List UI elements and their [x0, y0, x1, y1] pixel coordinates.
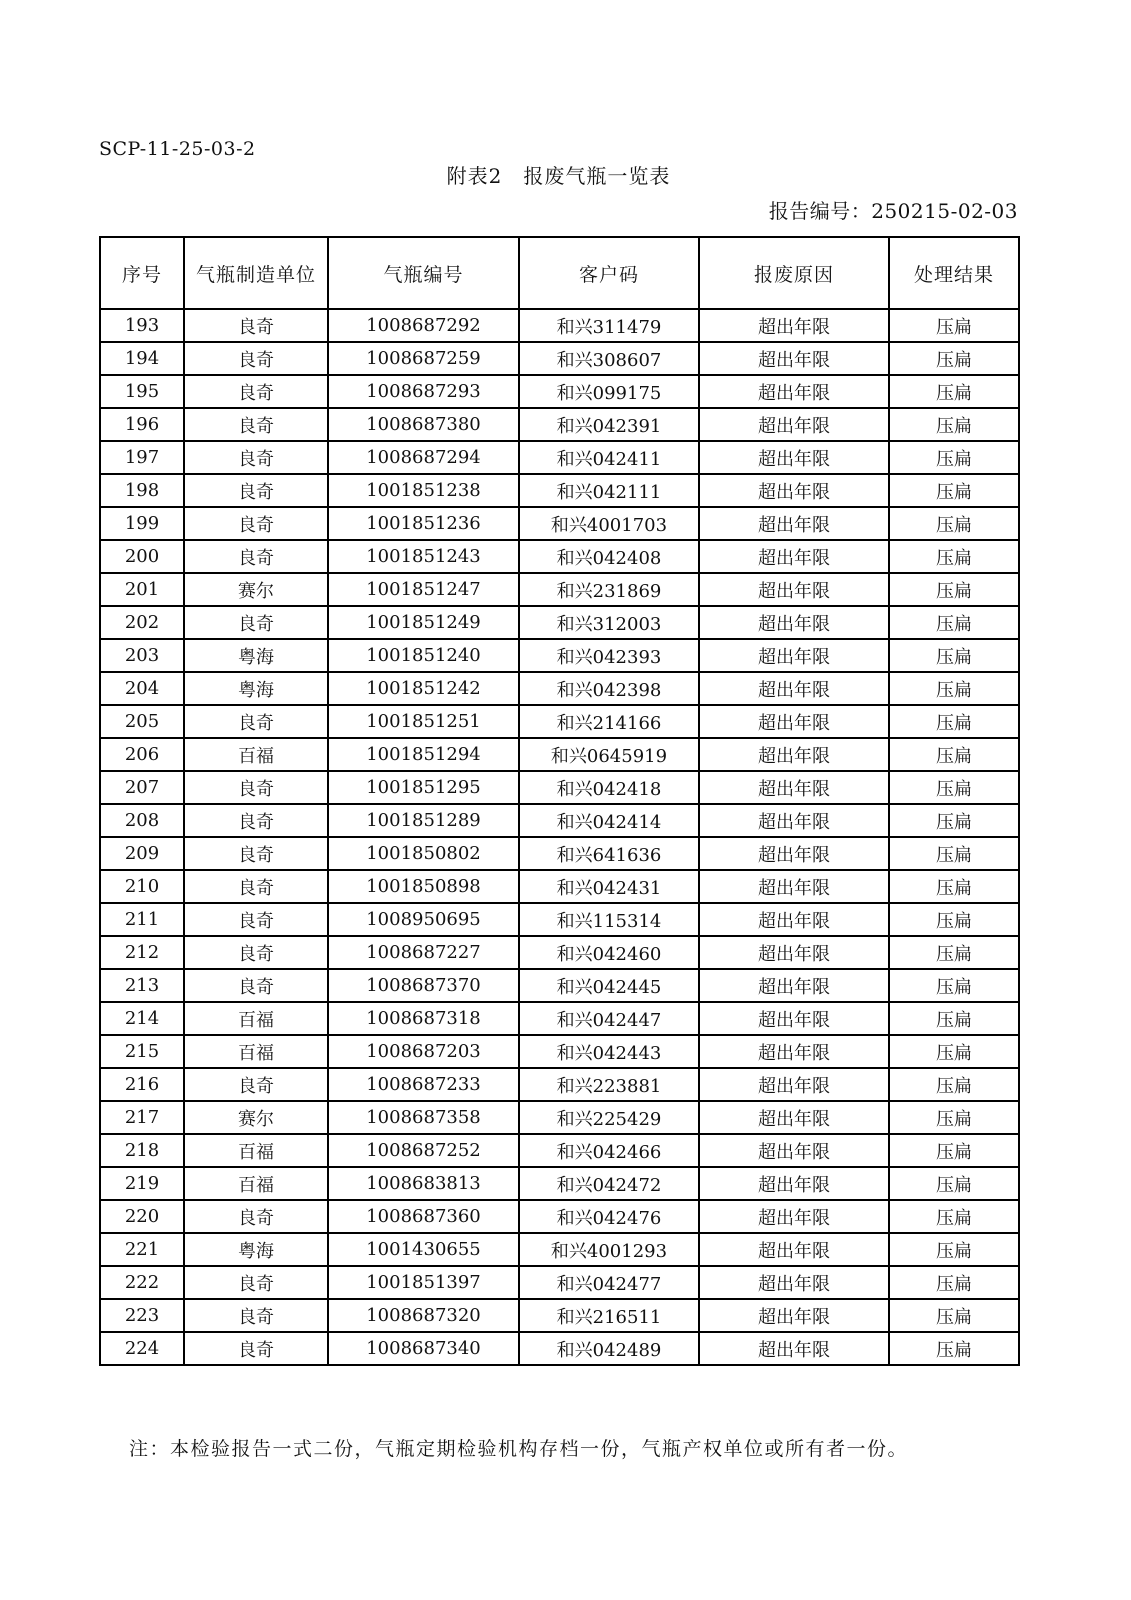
table-cell: 和兴311479: [519, 309, 699, 342]
table-cell: 209: [100, 837, 184, 870]
table-cell: 超出年限: [699, 870, 889, 903]
table-row: [100, 540, 1019, 573]
table-cell: 良奇: [184, 936, 328, 969]
table-row: [100, 606, 1019, 639]
table-cell: 1008687294: [328, 441, 519, 474]
table-row: [100, 1002, 1019, 1035]
table-cell: 压扁: [889, 606, 1019, 639]
table-cell: 压扁: [889, 342, 1019, 375]
table-cell: 1001430655: [328, 1233, 519, 1266]
table-cell: 超出年限: [699, 771, 889, 804]
table-cell: 1001851236: [328, 507, 519, 540]
table-row: [100, 1299, 1019, 1332]
table-cell: 和兴042466: [519, 1134, 699, 1167]
table-cell: 超出年限: [699, 1101, 889, 1134]
table-cell: 压扁: [889, 1101, 1019, 1134]
table-cell: 1008687360: [328, 1200, 519, 1233]
table-cell: 218: [100, 1134, 184, 1167]
table-cell: 压扁: [889, 573, 1019, 606]
table-cell: 良奇: [184, 705, 328, 738]
table-cell: 194: [100, 342, 184, 375]
table-cell: 222: [100, 1266, 184, 1299]
table-cell: 压扁: [889, 540, 1019, 573]
table-cell: 1001851247: [328, 573, 519, 606]
table-cell: 1001851295: [328, 771, 519, 804]
table-cell: 和兴042411: [519, 441, 699, 474]
table-cell: 和兴042443: [519, 1035, 699, 1068]
table-row: [100, 771, 1019, 804]
table-cell: 和兴042472: [519, 1167, 699, 1200]
table-cell: 超出年限: [699, 705, 889, 738]
table-cell: 良奇: [184, 540, 328, 573]
table-cell: 良奇: [184, 441, 328, 474]
table-cell: 195: [100, 375, 184, 408]
table-row: [100, 573, 1019, 606]
document-code: SCP-11-25-03-2: [99, 138, 256, 160]
table-cell: 1008950695: [328, 903, 519, 936]
table-cell: 赛尔: [184, 1101, 328, 1134]
table-cell: 和兴042408: [519, 540, 699, 573]
table-cell: 207: [100, 771, 184, 804]
table-row: [100, 1266, 1019, 1299]
table-cell: 217: [100, 1101, 184, 1134]
table-cell: 1008687320: [328, 1299, 519, 1332]
table-cell: 良奇: [184, 408, 328, 441]
table-cell: 超出年限: [699, 639, 889, 672]
table-cell: 和兴223881: [519, 1068, 699, 1101]
table-cell: 204: [100, 672, 184, 705]
table-cell: 196: [100, 408, 184, 441]
table-cell: 超出年限: [699, 309, 889, 342]
table-cell: 和兴042476: [519, 1200, 699, 1233]
table-row: [100, 738, 1019, 771]
table-cell: 百福: [184, 1167, 328, 1200]
table-cell: 粤海: [184, 672, 328, 705]
table-cell: 超出年限: [699, 606, 889, 639]
table-cell: 良奇: [184, 804, 328, 837]
table-cell: 压扁: [889, 1068, 1019, 1101]
table-cell: 超出年限: [699, 1167, 889, 1200]
table-cell: 1008687340: [328, 1332, 519, 1365]
table-cell: 1008687233: [328, 1068, 519, 1101]
table-cell: 197: [100, 441, 184, 474]
table-cell: 压扁: [889, 1002, 1019, 1035]
table-cell: 良奇: [184, 969, 328, 1002]
table-cell: 199: [100, 507, 184, 540]
table-cell: 超出年限: [699, 1266, 889, 1299]
table-cell: 良奇: [184, 1200, 328, 1233]
table-cell: 1008687293: [328, 375, 519, 408]
table-cell: 1008687380: [328, 408, 519, 441]
table-cell: 223: [100, 1299, 184, 1332]
table-row: [100, 408, 1019, 441]
table-cell: 百福: [184, 738, 328, 771]
table-row: [100, 441, 1019, 474]
column-header: 序号: [100, 237, 184, 309]
table-cell: 1001851240: [328, 639, 519, 672]
table-cell: 和兴042460: [519, 936, 699, 969]
table-cell: 压扁: [889, 1167, 1019, 1200]
table-cell: 超出年限: [699, 1332, 889, 1365]
table-cell: 和兴0645919: [519, 738, 699, 771]
table-cell: 压扁: [889, 672, 1019, 705]
document-content: [99, 138, 1018, 1461]
table-cell: 良奇: [184, 870, 328, 903]
table-cell: 压扁: [889, 507, 1019, 540]
table-cell: 224: [100, 1332, 184, 1365]
table-cell: 1001851249: [328, 606, 519, 639]
table-cell: 良奇: [184, 342, 328, 375]
footer-note: 注：本检验报告一式二份，气瓶定期检验机构存档一份，气瓶产权单位或所有者一份。: [129, 1438, 909, 1460]
table-row: [100, 507, 1019, 540]
table-cell: 和兴216511: [519, 1299, 699, 1332]
column-header: 客户码: [519, 237, 699, 309]
table-cell: 良奇: [184, 309, 328, 342]
table-cell: 1008683813: [328, 1167, 519, 1200]
table-cell: 193: [100, 309, 184, 342]
table-cell: 和兴214166: [519, 705, 699, 738]
table-cell: 超出年限: [699, 375, 889, 408]
table-row: [100, 375, 1019, 408]
table-cell: 和兴042445: [519, 969, 699, 1002]
table-cell: 压扁: [889, 441, 1019, 474]
report-number: 报告编号：250215-02-03: [768, 199, 1018, 223]
scrapped-cylinder-table: [99, 236, 1020, 1366]
column-header: 气瓶制造单位: [184, 237, 328, 309]
table-cell: 1001851397: [328, 1266, 519, 1299]
table-cell: 良奇: [184, 375, 328, 408]
table-header: [100, 237, 1019, 309]
table-cell: 良奇: [184, 606, 328, 639]
table-cell: 和兴641636: [519, 837, 699, 870]
table-cell: 压扁: [889, 903, 1019, 936]
table-cell: 1008687252: [328, 1134, 519, 1167]
table-cell: 良奇: [184, 771, 328, 804]
table-cell: 1008687292: [328, 309, 519, 342]
table-cell: 超出年限: [699, 1134, 889, 1167]
table-row: [100, 705, 1019, 738]
table-cell: 压扁: [889, 1266, 1019, 1299]
table-cell: 赛尔: [184, 573, 328, 606]
table-cell: 和兴308607: [519, 342, 699, 375]
table-cell: 压扁: [889, 309, 1019, 342]
table-cell: 和兴4001703: [519, 507, 699, 540]
table-cell: 超出年限: [699, 738, 889, 771]
column-header: 气瓶编号: [328, 237, 519, 309]
table-cell: 超出年限: [699, 1002, 889, 1035]
table-row: [100, 1035, 1019, 1068]
table-cell: 百福: [184, 1035, 328, 1068]
table-cell: 超出年限: [699, 672, 889, 705]
table-cell: 1008687370: [328, 969, 519, 1002]
table-cell: 压扁: [889, 1035, 1019, 1068]
table-cell: 和兴099175: [519, 375, 699, 408]
table-row: [100, 1233, 1019, 1266]
table-cell: 超出年限: [699, 507, 889, 540]
table-cell: 和兴4001293: [519, 1233, 699, 1266]
table-cell: 压扁: [889, 969, 1019, 1002]
table-cell: 210: [100, 870, 184, 903]
table-cell: 220: [100, 1200, 184, 1233]
table-cell: 压扁: [889, 837, 1019, 870]
table-cell: 201: [100, 573, 184, 606]
table-cell: 超出年限: [699, 1068, 889, 1101]
table-cell: 压扁: [889, 870, 1019, 903]
table-cell: 198: [100, 474, 184, 507]
table-cell: 超出年限: [699, 1233, 889, 1266]
table-row: [100, 672, 1019, 705]
table-row: [100, 342, 1019, 375]
table-cell: 超出年限: [699, 474, 889, 507]
table-row: [100, 804, 1019, 837]
table-cell: 压扁: [889, 639, 1019, 672]
table-cell: 和兴042414: [519, 804, 699, 837]
table-cell: 良奇: [184, 1299, 328, 1332]
table-cell: 良奇: [184, 903, 328, 936]
table-cell: 1001851243: [328, 540, 519, 573]
table-cell: 良奇: [184, 1068, 328, 1101]
table-cell: 超出年限: [699, 342, 889, 375]
table-cell: 206: [100, 738, 184, 771]
table-cell: 和兴042391: [519, 408, 699, 441]
table-cell: 粤海: [184, 1233, 328, 1266]
table-cell: 和兴042489: [519, 1332, 699, 1365]
table-cell: 超出年限: [699, 408, 889, 441]
table-cell: 1001850802: [328, 837, 519, 870]
table-cell: 和兴225429: [519, 1101, 699, 1134]
table-cell: 超出年限: [699, 804, 889, 837]
table-row: [100, 474, 1019, 507]
table-cell: 压扁: [889, 1200, 1019, 1233]
table-cell: 粤海: [184, 639, 328, 672]
table-cell: 205: [100, 705, 184, 738]
table-cell: 压扁: [889, 408, 1019, 441]
table-cell: 超出年限: [699, 903, 889, 936]
table-row: [100, 1167, 1019, 1200]
table-cell: 1001851289: [328, 804, 519, 837]
table-cell: 良奇: [184, 507, 328, 540]
table-cell: 超出年限: [699, 1299, 889, 1332]
table-cell: 良奇: [184, 837, 328, 870]
table-cell: 超出年限: [699, 540, 889, 573]
table-cell: 压扁: [889, 771, 1019, 804]
table-cell: 良奇: [184, 1266, 328, 1299]
table-row: [100, 1101, 1019, 1134]
table-cell: 1001851242: [328, 672, 519, 705]
table-cell: 221: [100, 1233, 184, 1266]
table-cell: 213: [100, 969, 184, 1002]
table-cell: 202: [100, 606, 184, 639]
table-cell: 超出年限: [699, 573, 889, 606]
table-cell: 216: [100, 1068, 184, 1101]
table-cell: 超出年限: [699, 441, 889, 474]
table-cell: 压扁: [889, 1233, 1019, 1266]
table-cell: 212: [100, 936, 184, 969]
table-cell: 超出年限: [699, 1200, 889, 1233]
table-cell: 203: [100, 639, 184, 672]
table-cell: 208: [100, 804, 184, 837]
table-cell: 压扁: [889, 738, 1019, 771]
table-cell: 219: [100, 1167, 184, 1200]
table-row: [100, 969, 1019, 1002]
table-cell: 和兴312003: [519, 606, 699, 639]
table-cell: 和兴042418: [519, 771, 699, 804]
table-cell: 1008687358: [328, 1101, 519, 1134]
table-row: [100, 837, 1019, 870]
table-cell: 和兴231869: [519, 573, 699, 606]
table-body: [100, 309, 1019, 1365]
table-cell: 超出年限: [699, 1035, 889, 1068]
table-cell: 1008687318: [328, 1002, 519, 1035]
table-cell: 1008687227: [328, 936, 519, 969]
table-cell: 超出年限: [699, 969, 889, 1002]
table-row: [100, 936, 1019, 969]
table-cell: 211: [100, 903, 184, 936]
table-row: [100, 1200, 1019, 1233]
table-cell: 压扁: [889, 804, 1019, 837]
table-cell: 和兴042477: [519, 1266, 699, 1299]
table-cell: 压扁: [889, 1134, 1019, 1167]
table-cell: 压扁: [889, 936, 1019, 969]
table-row: [100, 639, 1019, 672]
table-row: [100, 870, 1019, 903]
table-cell: 和兴042398: [519, 672, 699, 705]
table-cell: 1001851294: [328, 738, 519, 771]
column-header: 处理结果: [889, 237, 1019, 309]
table-cell: 和兴042111: [519, 474, 699, 507]
table-cell: 压扁: [889, 474, 1019, 507]
table-row: [100, 1332, 1019, 1365]
table-cell: 214: [100, 1002, 184, 1035]
table-cell: 百福: [184, 1002, 328, 1035]
table-cell: 压扁: [889, 1299, 1019, 1332]
table-cell: 和兴042447: [519, 1002, 699, 1035]
table-cell: 和兴042393: [519, 639, 699, 672]
column-header: 报废原因: [699, 237, 889, 309]
table-cell: 215: [100, 1035, 184, 1068]
table-cell: 和兴042431: [519, 870, 699, 903]
table-header-row: [100, 237, 1019, 309]
table-row: [100, 1134, 1019, 1167]
table-cell: 良奇: [184, 474, 328, 507]
table-cell: 1001851238: [328, 474, 519, 507]
table-cell: 1008687203: [328, 1035, 519, 1068]
table-cell: 超出年限: [699, 936, 889, 969]
table-row: [100, 1068, 1019, 1101]
table-cell: 1008687259: [328, 342, 519, 375]
table-row: [100, 903, 1019, 936]
table-cell: 200: [100, 540, 184, 573]
table-cell: 压扁: [889, 1332, 1019, 1365]
table-cell: 压扁: [889, 375, 1019, 408]
table-cell: 1001850898: [328, 870, 519, 903]
table-cell: 压扁: [889, 705, 1019, 738]
table-row: [100, 309, 1019, 342]
table-cell: 超出年限: [699, 837, 889, 870]
table-cell: 良奇: [184, 1332, 328, 1365]
table-cell: 百福: [184, 1134, 328, 1167]
table-cell: 1001851251: [328, 705, 519, 738]
table-cell: 和兴115314: [519, 903, 699, 936]
page-title: 附表2 报废气瓶一览表: [446, 164, 671, 188]
